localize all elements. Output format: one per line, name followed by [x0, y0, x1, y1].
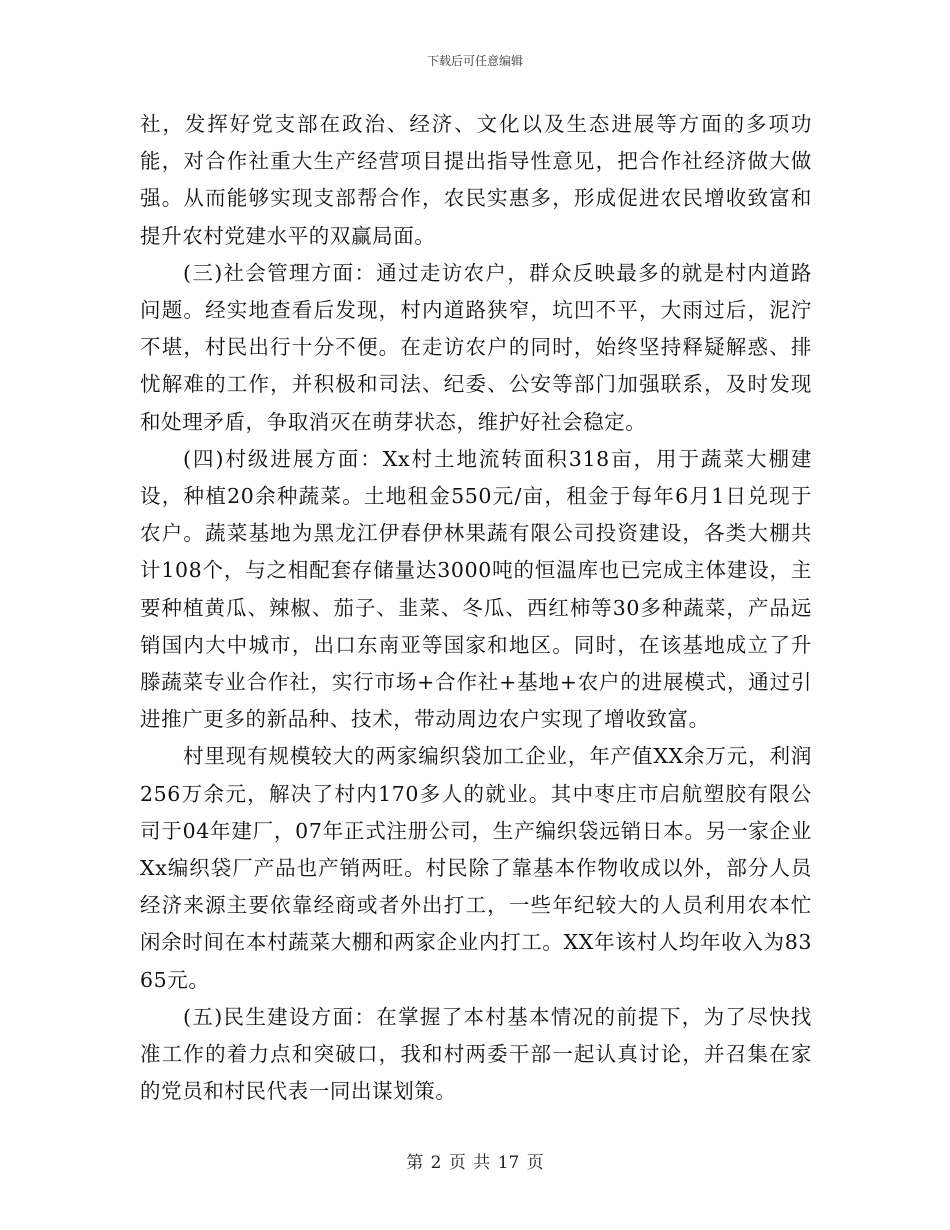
- page-number-footer: 第 2 页 共 17 页: [406, 1153, 544, 1173]
- paragraph-1: 社，发挥好党支部在政治、经济、文化以及生态进展等方面的多项功能，对合作社重大生产经营项目提出指导性意见，把合作社经济做大做强。从而能够实现支部帮合作，农民实惠多，形成促进农民增收致富和提升农村党建水平的双赢局面。: [140, 112, 812, 248]
- page-header: 下载后可任意编辑: [426, 54, 523, 68]
- paragraph-2: (三)社会管理方面：通过走访农户，群众反映最多的就是村内道路问题。经实地查看后发现，村内道路狭窄，坑凹不平，大雨过后，泥泞不堪，村民出行十分不便。在走访农户的同时，始终坚持释疑解惑、排忧解难的工作，并积极和司法、纪委、公安等部门加强联系，及时发现和处理矛盾，争取消灭在萌芽状态，维护好社会稳定。: [140, 260, 812, 434]
- document-body: [140, 106, 812, 1110]
- paragraph-4: 村里现有规模较大的两家编织袋加工企业，年产值XX余万元，利润256万余元，解决了村内170多人的就业。其中枣庄市启航塑胶有限公司于04年建厂，07年正式注册公司，生产编织袋远销日本。另一家企业Xx编织袋厂产品也产销两旺。村民除了靠基本作物收成以外，部分人员经济来源主要依靠经商或者外出打工，一些年纪较大的人员利用农本忙闲余时间在本村蔬菜大棚和两家企业内打工。XX年该村人均年收入为8365元。: [140, 744, 812, 992]
- paragraph-3: (四)村级进展方面：Xx村土地流转面积318亩，用于蔬菜大棚建设，种植20余种蔬菜。土地租金550元/亩，租金于每年6月1日兑现于农户。蔬菜基地为黑龙江伊春伊林果蔬有限公司投资建设，各类大棚共计108个，与之相配套存储量达3000吨的恒温库也已完成主体建设，主要种植黄瓜、辣椒、茄子、韭菜、冬瓜、西红柿等30多种蔬菜，产品远销国内大中城市，出口东南亚等国家和地区。同时，在该基地成立了升滕蔬菜专业合作社，实行市场+合作社+基地+农户的进展模式，通过引进推广更多的新品种、技术，带动周边农户实现了增收致富。: [140, 446, 812, 732]
- paragraph-5: (五)民生建设方面：在掌握了本村基本情况的前提下，为了尽快找准工作的着力点和突破口，我和村两委干部一起认真讨论，并召集在家的党员和村民代表一同出谋划策。: [140, 1004, 812, 1104]
